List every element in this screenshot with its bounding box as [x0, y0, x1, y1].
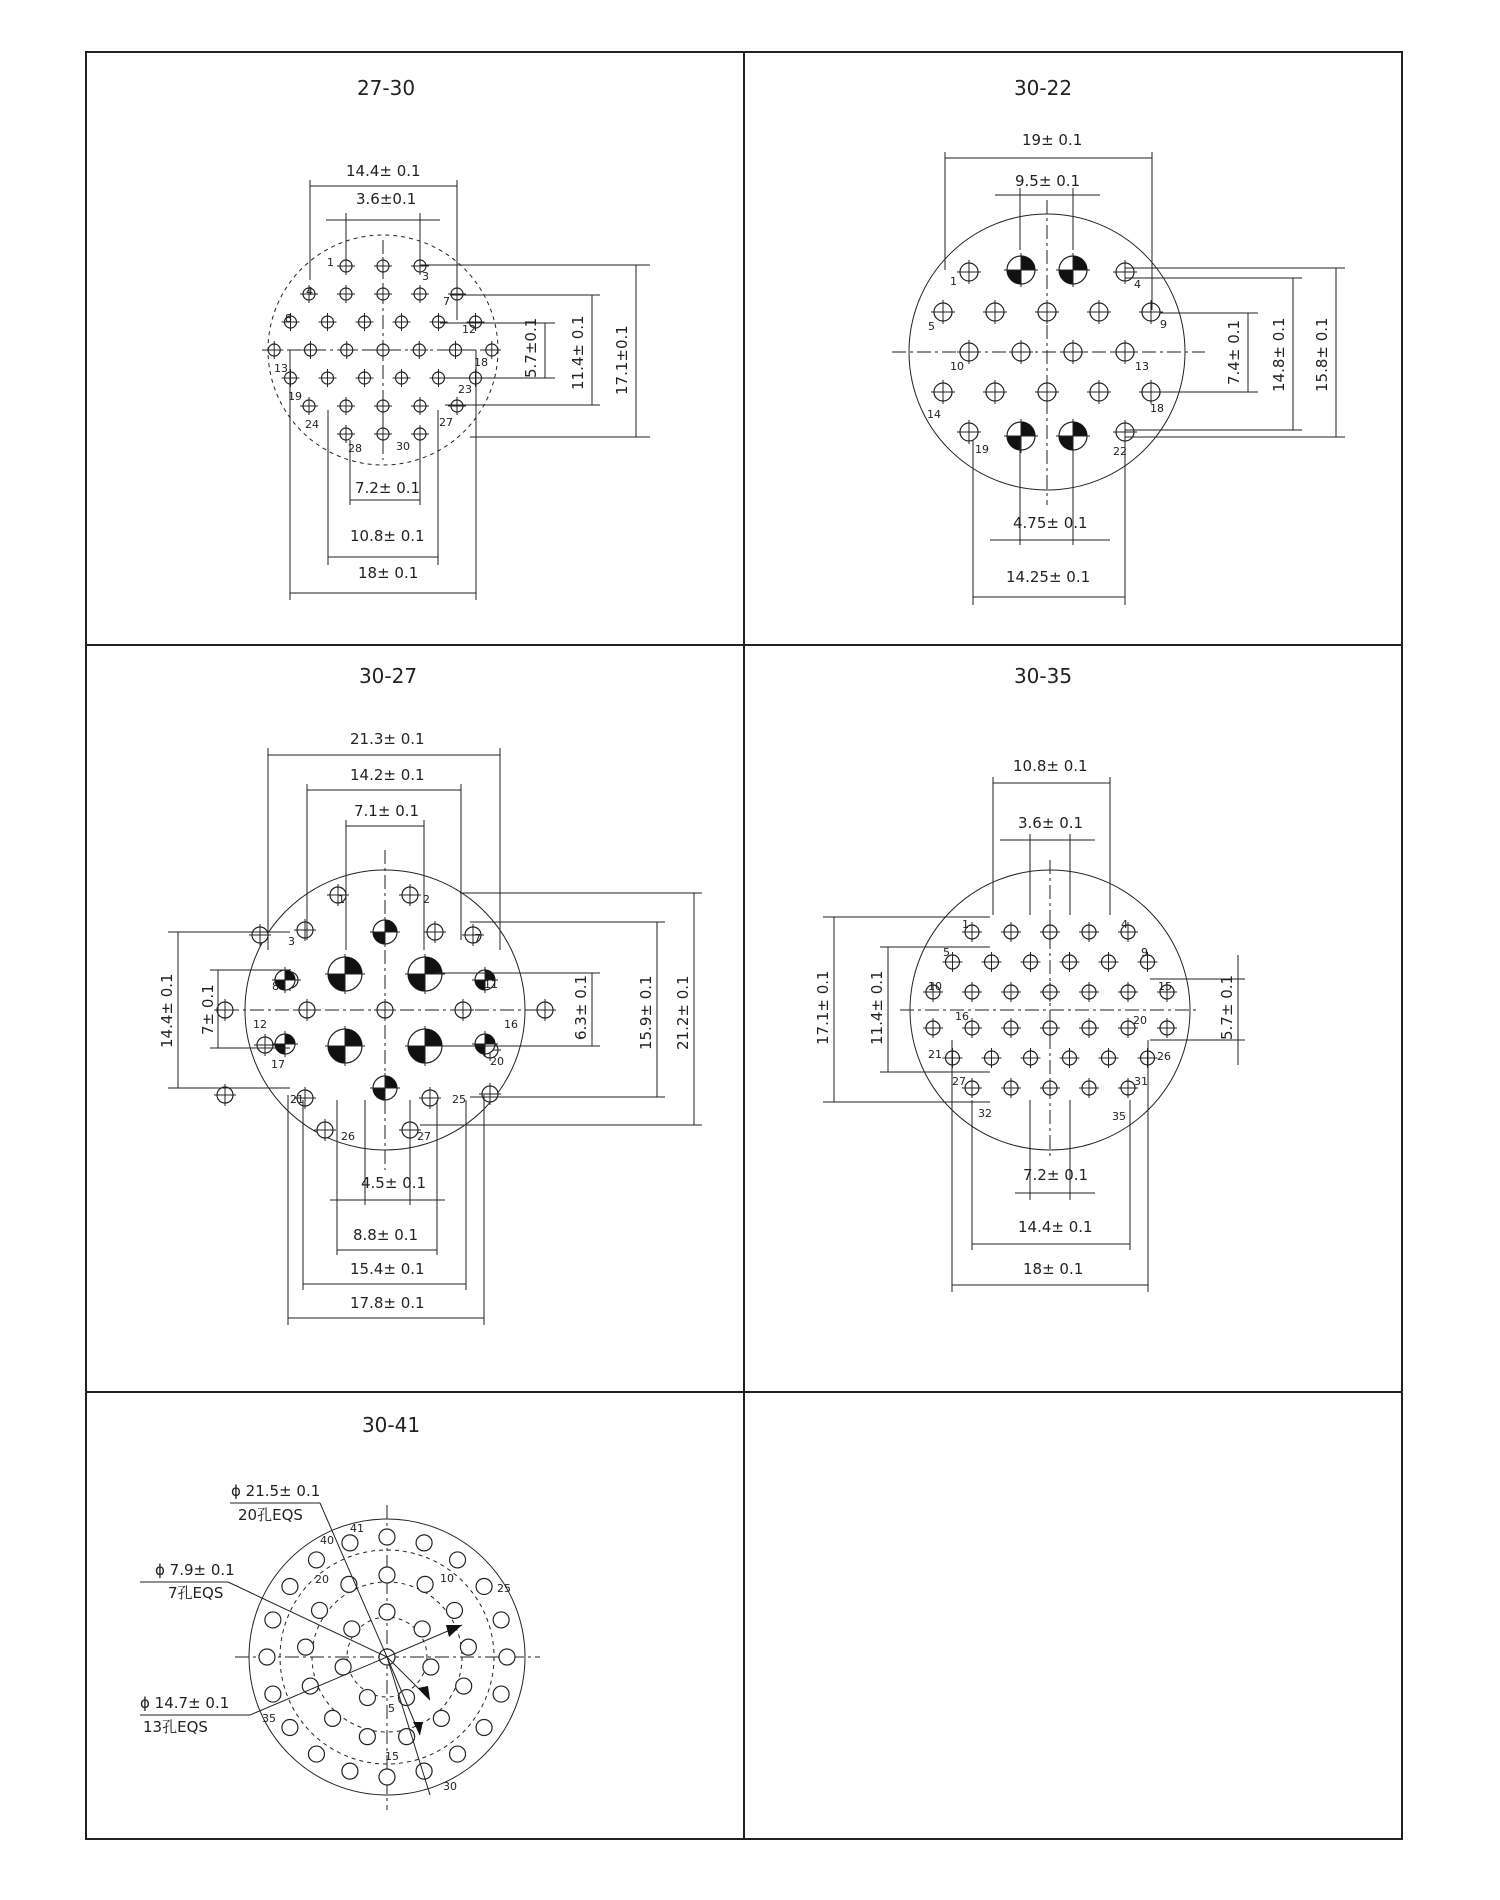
pin-number: 10 — [440, 1572, 454, 1585]
contact-pin — [433, 1710, 449, 1726]
contact-pin — [399, 884, 421, 906]
contact-pin — [265, 1612, 281, 1628]
contact-pin — [337, 425, 355, 443]
panel-30-27 — [158, 664, 702, 1325]
pin-number: 14 — [927, 408, 941, 421]
pin-number: 11 — [484, 978, 498, 991]
dim-label: 14.4± 0.1 — [158, 973, 176, 1048]
contact-pin — [1021, 1048, 1041, 1068]
contact-pin — [379, 1529, 395, 1545]
dim-label: 4.5± 0.1 — [361, 1174, 427, 1192]
panel-30-35 — [814, 664, 1245, 1292]
contact-pin — [325, 1710, 341, 1726]
contact-pin — [405, 954, 445, 994]
pin-number: 1 — [950, 275, 957, 288]
pin-number: 1 — [327, 256, 334, 269]
pin-number: 22 — [1113, 445, 1127, 458]
contact-pin — [370, 917, 400, 947]
contact-pin — [301, 341, 319, 359]
contact-pin — [1040, 982, 1060, 1002]
contact-pin — [1099, 952, 1119, 972]
contact-pin — [424, 921, 446, 943]
pin-number: 15 — [385, 1750, 399, 1763]
dimension-lines — [823, 777, 1245, 1292]
dim-label: 20孔EQS — [238, 1506, 303, 1524]
pin-number: 8 — [272, 980, 279, 993]
dim-label: 7孔EQS — [168, 1584, 224, 1602]
dim-label: 6.3± 0.1 — [572, 974, 590, 1040]
pin-number: 15 — [1158, 980, 1172, 993]
pin-number: 23 — [458, 383, 472, 396]
contact-pin — [1118, 982, 1138, 1002]
pin-number: 3 — [288, 935, 295, 948]
contact-pin — [214, 999, 236, 1021]
pin-number: 20 — [490, 1055, 504, 1068]
connector-outline — [900, 860, 1200, 1160]
pin-number: 35 — [262, 1712, 276, 1725]
pin-number: 10 — [950, 360, 964, 373]
contact-pin — [335, 1659, 351, 1675]
pin-number: 25 — [452, 1093, 466, 1106]
pin-number: 30 — [396, 440, 410, 453]
dim-label: 10.8± 0.1 — [350, 527, 425, 545]
dim-label: 11.4± 0.1 — [569, 315, 587, 390]
contact-pin — [1009, 340, 1033, 364]
pin-number: 16 — [955, 1010, 969, 1023]
contact-pin — [341, 1576, 357, 1592]
contact-pin — [374, 341, 392, 359]
dim-label: 17.1± 0.1 — [814, 970, 832, 1045]
contact-pin — [1056, 253, 1090, 287]
pin-number: 7 — [443, 295, 450, 308]
contact-pin — [374, 999, 396, 1021]
contact-pin — [374, 425, 392, 443]
contact-pin — [416, 1535, 432, 1551]
dim-label: 14.4± 0.1 — [346, 162, 421, 180]
pin-number: 18 — [474, 356, 488, 369]
contact-pin — [393, 313, 411, 331]
dim-label: 13孔EQS — [143, 1718, 208, 1736]
pin-number: 31 — [1134, 1075, 1148, 1088]
contact-pin — [1099, 1048, 1119, 1068]
contact-pin — [410, 341, 428, 359]
pin-number: 26 — [341, 1130, 355, 1143]
contact-pin — [1113, 340, 1137, 364]
pin-number: 27 — [417, 1130, 431, 1143]
contact-pin — [374, 257, 392, 275]
pin-number: 4 — [1134, 278, 1141, 291]
contact-pin — [265, 1686, 281, 1702]
dim-label: 14.4± 0.1 — [1018, 1218, 1093, 1236]
panel-title: 30-22 — [1013, 76, 1073, 100]
pin-number: 35 — [1112, 1110, 1126, 1123]
contact-pin — [319, 369, 337, 387]
contact-pin — [259, 1649, 275, 1665]
contact-pin — [447, 341, 465, 359]
pin-number: 8 — [285, 312, 292, 325]
contact-pin — [337, 285, 355, 303]
contact-pin — [214, 1084, 236, 1106]
contact-pin — [450, 1746, 466, 1762]
contact-pin — [296, 999, 318, 1021]
contact-pin — [957, 420, 981, 444]
contact-pin — [374, 285, 392, 303]
contact-pin — [456, 1678, 472, 1694]
contact-pin — [452, 999, 474, 1021]
contact-pin — [1001, 1078, 1021, 1098]
contact-pin — [1157, 1018, 1177, 1038]
dim-label: 7.2± 0.1 — [1023, 1166, 1089, 1184]
contact-pin — [342, 1535, 358, 1551]
contact-pin — [448, 397, 466, 415]
contact-pin — [308, 1746, 324, 1762]
contact-pin — [379, 1604, 395, 1620]
pin-number: 1 — [962, 918, 969, 931]
pin-number: 40 — [320, 1534, 334, 1547]
pin-number: 26 — [1157, 1050, 1171, 1063]
contact-pin — [446, 1602, 462, 1618]
contact-pin — [379, 1567, 395, 1583]
contact-pin — [370, 1073, 400, 1103]
pin-number: 24 — [305, 418, 319, 431]
contact-pin — [312, 1602, 328, 1618]
panel-title: 30-27 — [358, 664, 418, 688]
contact-pin — [314, 1119, 336, 1141]
dim-label: 3.6±0.1 — [356, 190, 417, 208]
dim-label: 7.4± 0.1 — [1225, 319, 1243, 385]
dim-label: 17.1±0.1 — [613, 325, 631, 395]
contact-pin — [411, 285, 429, 303]
dim-label: 7.2± 0.1 — [355, 479, 421, 497]
pin-number: 4 — [1121, 918, 1128, 931]
dim-label: 5.7± 0.1 — [1218, 974, 1236, 1040]
contact-pin — [1040, 922, 1060, 942]
contact-pin — [499, 1649, 515, 1665]
contact-pin — [1079, 982, 1099, 1002]
dim-label: ϕ 14.7± 0.1 — [140, 1694, 230, 1712]
dim-label: 15.8± 0.1 — [1313, 317, 1331, 392]
contact-pin — [982, 1048, 1002, 1068]
pin-number: 3 — [422, 270, 429, 283]
contact-pin — [1139, 380, 1163, 404]
contact-pattern — [214, 884, 556, 1141]
contact-pin — [962, 982, 982, 1002]
dim-label: 14.8± 0.1 — [1270, 317, 1288, 392]
dim-label: 9.5± 0.1 — [1015, 172, 1081, 190]
contact-pin — [414, 1621, 430, 1637]
dim-label: 21.3± 0.1 — [350, 730, 425, 748]
pin-number: 9 — [1141, 946, 1148, 959]
contact-pin — [479, 1083, 501, 1105]
pin-number: 30 — [443, 1780, 457, 1793]
panel-title: 30-35 — [1013, 664, 1073, 688]
panel-title: 30-41 — [361, 1413, 421, 1437]
contact-pin — [254, 1034, 276, 1056]
contact-pin — [1001, 922, 1021, 942]
contact-pin — [1001, 982, 1021, 1002]
contact-pin — [337, 397, 355, 415]
contact-pin — [325, 954, 365, 994]
pin-number: 5 — [388, 1702, 395, 1715]
contact-pin — [923, 1018, 943, 1038]
contact-pin — [982, 952, 1002, 972]
connector-outline — [892, 200, 1205, 505]
pin-number: 20 — [1133, 1014, 1147, 1027]
contact-pin — [325, 1026, 365, 1066]
contact-pin — [1061, 340, 1085, 364]
dim-label: 7± 0.1 — [199, 984, 217, 1035]
pin-number: 32 — [978, 1107, 992, 1120]
pin-number: 13 — [274, 362, 288, 375]
contact-pin — [476, 1720, 492, 1736]
contact-pin — [298, 1639, 314, 1655]
contact-pin — [342, 1763, 358, 1779]
pin-number: 5 — [928, 320, 935, 333]
panel-title: 27-30 — [356, 76, 416, 100]
pin-number: 27 — [952, 1075, 966, 1088]
contact-pin — [1079, 1078, 1099, 1098]
contact-pin — [272, 1031, 298, 1057]
dim-label: 18± 0.1 — [358, 564, 419, 582]
contact-pin — [344, 1621, 360, 1637]
pin-number: 17 — [271, 1058, 285, 1071]
contact-pin — [957, 260, 981, 284]
dim-label: 11.4± 0.1 — [868, 970, 886, 1045]
contact-pin — [534, 999, 556, 1021]
contact-pin — [450, 1552, 466, 1568]
contact-pin — [476, 1578, 492, 1594]
dim-label: 7.1± 0.1 — [354, 802, 420, 820]
contact-pin — [1060, 952, 1080, 972]
dim-label: 21.2± 0.1 — [674, 975, 692, 1050]
contact-pin — [338, 341, 356, 359]
dim-label: 19± 0.1 — [1022, 131, 1083, 149]
panel-30-41 — [140, 1413, 540, 1810]
pin-number: 9 — [1160, 318, 1167, 331]
contact-pin — [1001, 1018, 1021, 1038]
contact-pin — [1021, 952, 1041, 972]
dim-label: 8.8± 0.1 — [353, 1226, 419, 1244]
dim-label: 17.8± 0.1 — [350, 1294, 425, 1312]
dim-label: 4.75± 0.1 — [1013, 514, 1088, 532]
dim-label: ϕ 21.5± 0.1 — [231, 1482, 321, 1500]
contact-pin — [379, 1769, 395, 1785]
pin-number: 2 — [423, 893, 430, 906]
contact-pin — [356, 369, 374, 387]
pin-number: 12 — [253, 1018, 267, 1031]
contact-pin — [294, 919, 316, 941]
contact-pin — [359, 1729, 375, 1745]
contact-pin — [300, 397, 318, 415]
contact-pin — [1079, 922, 1099, 942]
pin-number: 28 — [348, 442, 362, 455]
contact-pin — [356, 313, 374, 331]
contact-pin — [430, 313, 448, 331]
contact-pin — [423, 1659, 439, 1675]
pin-number: 19 — [288, 390, 302, 403]
contact-pin — [417, 1576, 433, 1592]
pin-number: 19 — [975, 443, 989, 456]
contact-pin — [1035, 300, 1059, 324]
pin-number: 5 — [943, 946, 950, 959]
contact-pin — [1004, 253, 1038, 287]
contact-pin — [493, 1686, 509, 1702]
contact-pin — [419, 1087, 441, 1109]
table-grid — [86, 52, 1402, 1839]
contact-pin — [282, 1578, 298, 1594]
contact-pin — [393, 369, 411, 387]
dim-label: ϕ 7.9± 0.1 — [155, 1561, 235, 1579]
pin-number: 21 — [928, 1048, 942, 1061]
pin-number: 4 — [306, 285, 313, 298]
pin-number: 16 — [504, 1018, 518, 1031]
contact-pin — [983, 300, 1007, 324]
contact-pin — [319, 313, 337, 331]
pin-number: 13 — [1135, 360, 1149, 373]
dim-label: 14.25± 0.1 — [1006, 568, 1091, 586]
contact-pin — [374, 397, 392, 415]
pin-number: 20 — [315, 1573, 329, 1586]
contact-pin — [1060, 1048, 1080, 1068]
contact-pin — [1004, 419, 1038, 453]
pin-number: 1 — [338, 893, 345, 906]
pin-number: 41 — [350, 1522, 364, 1535]
contact-pin — [983, 380, 1007, 404]
contact-pin — [931, 380, 955, 404]
contact-pin — [411, 397, 429, 415]
pin-number: 18 — [1150, 402, 1164, 415]
contact-pin — [359, 1690, 375, 1706]
dim-label: 14.2± 0.1 — [350, 766, 425, 784]
contact-pin — [1035, 380, 1059, 404]
dim-label: 10.8± 0.1 — [1013, 757, 1088, 775]
dim-label: 15.9± 0.1 — [637, 975, 655, 1050]
panel-27-30 — [262, 76, 650, 600]
dim-label: 18± 0.1 — [1023, 1260, 1084, 1278]
pin-number: 21 — [290, 1093, 304, 1106]
panel-30-22 — [892, 76, 1345, 605]
contact-pin — [1087, 380, 1111, 404]
dim-label: 15.4± 0.1 — [350, 1260, 425, 1278]
contact-pin — [308, 1552, 324, 1568]
dim-label: 3.6± 0.1 — [1018, 814, 1084, 832]
contact-pin — [1079, 1018, 1099, 1038]
contact-pin — [1040, 1078, 1060, 1098]
pin-number: 27 — [439, 416, 453, 429]
contact-pin — [460, 1639, 476, 1655]
pin-number: 25 — [497, 1582, 511, 1595]
contact-pin — [1040, 1018, 1060, 1038]
pin-number: 7 — [474, 932, 481, 945]
contact-pin — [1087, 300, 1111, 324]
pin-number: 12 — [462, 323, 476, 336]
contact-pin — [282, 1720, 298, 1736]
dim-label: 5.7±0.1 — [522, 317, 540, 378]
pin-number: 10 — [928, 980, 942, 993]
contact-pin — [493, 1612, 509, 1628]
